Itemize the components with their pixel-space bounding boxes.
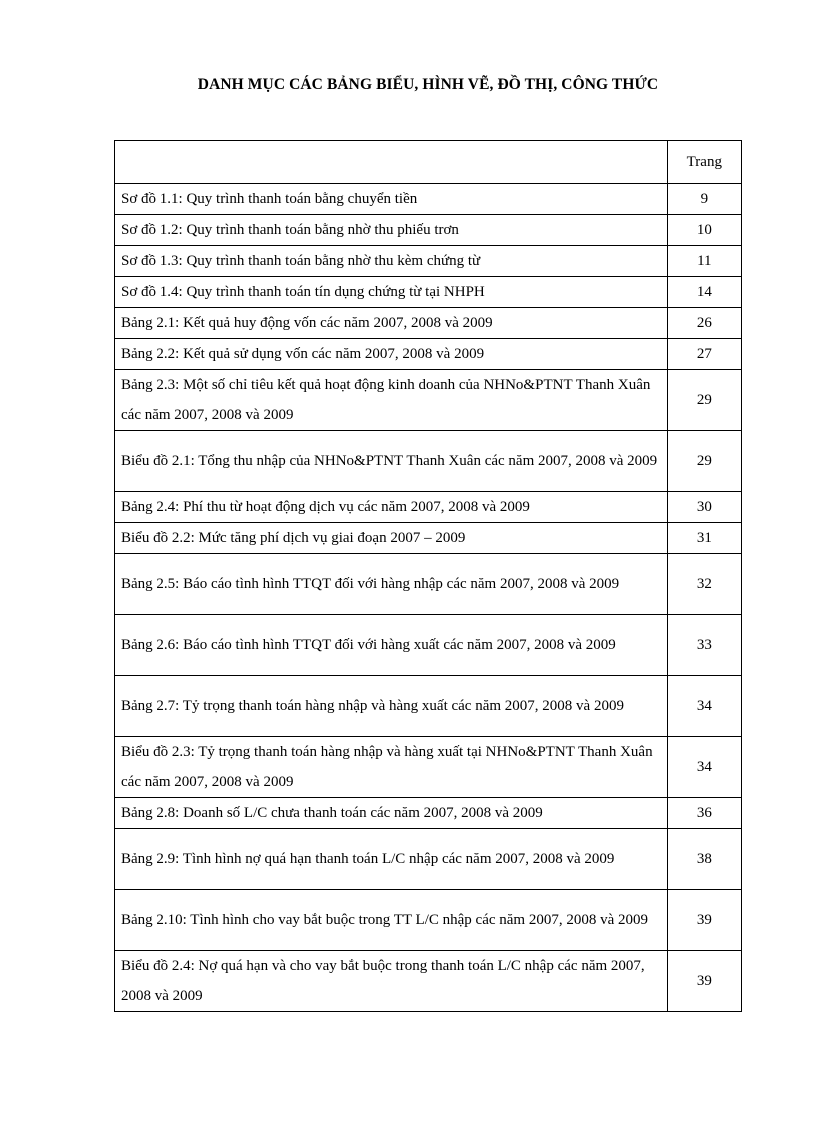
table-row [115,215,742,246]
table-row [115,554,742,615]
row-description: Biểu đồ 2.1: Tổng thu nhập của NHNo&PTNT Thanh Xuân các năm 2007, 2008 và 2009 [115,431,668,492]
row-page-number: 34 [667,676,741,737]
table-row [115,431,742,492]
row-description: Bảng 2.4: Phí thu từ hoạt động dịch vụ các năm 2007, 2008 và 2009 [115,492,668,523]
row-page-number: 31 [667,523,741,554]
row-description: Bảng 2.6: Báo cáo tình hình TTQT đối với hàng xuất các năm 2007, 2008 và 2009 [115,615,668,676]
row-page-number: 27 [667,339,741,370]
row-page-number: 32 [667,554,741,615]
row-description: Bảng 2.5: Báo cáo tình hình TTQT đối với hàng nhập các năm 2007, 2008 và 2009 [115,554,668,615]
toc-table [114,140,742,1012]
row-description: Sơ đồ 1.2: Quy trình thanh toán bằng nhờ thu phiếu trơn [115,215,668,246]
row-description: Bảng 2.9: Tình hình nợ quá hạn thanh toán L/C nhập các năm 2007, 2008 và 2009 [115,829,668,890]
row-description: Sơ đồ 1.1: Quy trình thanh toán bằng chuyển tiền [115,184,668,215]
row-description: Bảng 2.10: Tình hình cho vay bắt buộc trong TT L/C nhập các năm 2007, 2008 và 2009 [115,890,668,951]
table-row [115,370,742,431]
row-page-number: 14 [667,277,741,308]
table-row [115,737,742,798]
row-description: Sơ đồ 1.4: Quy trình thanh toán tín dụng chứng từ tại NHPH [115,277,668,308]
table-row [115,339,742,370]
table-row [115,676,742,737]
table-row [115,308,742,339]
row-page-number: 29 [667,370,741,431]
row-page-number: 30 [667,492,741,523]
table-row [115,890,742,951]
row-page-number: 36 [667,798,741,829]
row-page-number: 39 [667,890,741,951]
table-row [115,951,742,1012]
row-description: Sơ đồ 1.3: Quy trình thanh toán bằng nhờ thu kèm chứng từ [115,246,668,277]
row-page-number: 29 [667,431,741,492]
row-page-number: 39 [667,951,741,1012]
row-page-number: 10 [667,215,741,246]
row-page-number: 34 [667,737,741,798]
row-description: Biểu đồ 2.3: Tỷ trọng thanh toán hàng nhập và hàng xuất tại NHNo&PTNT Thanh Xuân các năm 2007, 2008 và 2009 [115,737,668,798]
row-page-number: 26 [667,308,741,339]
row-description: Biểu đồ 2.2: Mức tăng phí dịch vụ giai đoạn 2007 – 2009 [115,523,668,554]
row-description: Bảng 2.3: Một số chỉ tiêu kết quả hoạt động kinh doanh của NHNo&PTNT Thanh Xuân các năm 2007, 2008 và 2009 [115,370,668,431]
table-row [115,523,742,554]
row-page-number: 11 [667,246,741,277]
table-row [115,246,742,277]
table-row [115,615,742,676]
header-page-cell: Trang [667,141,741,184]
row-page-number: 9 [667,184,741,215]
row-page-number: 38 [667,829,741,890]
table-row [115,492,742,523]
row-page-number: 33 [667,615,741,676]
row-description: Bảng 2.1: Kết quả huy động vốn các năm 2007, 2008 và 2009 [115,308,668,339]
row-description: Bảng 2.7: Tỷ trọng thanh toán hàng nhập và hàng xuất các năm 2007, 2008 và 2009 [115,676,668,737]
table-row [115,798,742,829]
row-description: Biểu đồ 2.4: Nợ quá hạn và cho vay bắt buộc trong thanh toán L/C nhập các năm 2007, 2008 và 2009 [115,951,668,1012]
header-desc-cell [115,141,668,184]
table-row [115,184,742,215]
row-description: Bảng 2.8: Doanh số L/C chưa thanh toán các năm 2007, 2008 và 2009 [115,798,668,829]
row-description: Bảng 2.2: Kết quả sử dụng vốn các năm 2007, 2008 và 2009 [115,339,668,370]
table-row [115,829,742,890]
page-title: DANH MỤC CÁC BẢNG BIỂU, HÌNH VẼ, ĐỒ THỊ, CÔNG THỨC [197,76,659,93]
table-header-row [115,141,742,184]
table-row [115,277,742,308]
